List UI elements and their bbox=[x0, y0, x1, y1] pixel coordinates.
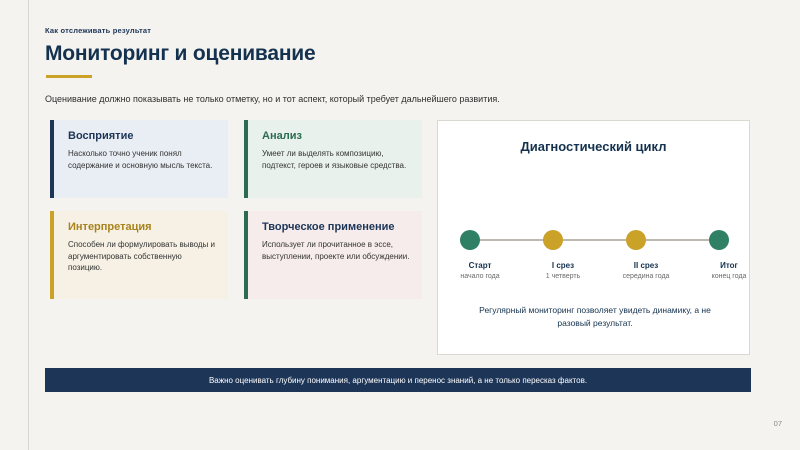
diagnostic-cycle-panel bbox=[437, 120, 750, 355]
diagnostic-timeline bbox=[460, 239, 747, 280]
card-interpretation-title: Интерпретация bbox=[68, 221, 152, 233]
slide-eyebrow: Как отслеживать результат bbox=[45, 26, 152, 35]
card-creative-text: Использует ли прочитанное в эссе, выступлении, проекте или обсуждении. bbox=[262, 240, 410, 261]
card-analysis-text: Умеет ли выделять композицию, подтекст, героев и языковые средства. bbox=[262, 149, 407, 170]
card-creative-application bbox=[244, 211, 422, 299]
timeline-node-2 bbox=[543, 230, 563, 250]
left-margin-rule bbox=[28, 0, 29, 450]
timeline-node-3 bbox=[626, 230, 646, 250]
card-perception-text: Насколько точно ученик понял содержание и основную мысль текста. bbox=[68, 149, 213, 170]
card-creative-title: Творческое применение bbox=[262, 221, 395, 233]
slide-subtitle: Оценивание должно показывать не только отметку, но и тот аспект, который требует дальнейшего развития. bbox=[45, 94, 500, 104]
timeline-node-4 bbox=[709, 230, 729, 250]
card-analysis bbox=[244, 120, 422, 198]
footer-banner: Важно оценивать глубину понимания, аргументацию и перенос знаний, а не только пересказ фактов. bbox=[45, 368, 751, 392]
timeline-node-1 bbox=[460, 230, 480, 250]
card-perception-title: Восприятие bbox=[68, 130, 134, 142]
timeline-node-2-sub: 1 четверть bbox=[545, 273, 581, 280]
card-perception bbox=[50, 120, 228, 198]
timeline-node-1-sub: начало года bbox=[460, 273, 500, 280]
timeline-node-1-label: Старт bbox=[468, 261, 492, 270]
timeline-node-3-label: II срез bbox=[633, 261, 659, 270]
card-interpretation bbox=[50, 211, 228, 299]
title-underline bbox=[46, 75, 92, 78]
timeline-node-4-sub: конец года bbox=[711, 273, 747, 280]
timeline-node-4-label: Итог bbox=[720, 261, 738, 270]
timeline-node-3-sub: середина года bbox=[622, 273, 670, 280]
card-analysis-title: Анализ bbox=[262, 130, 302, 142]
timeline-node-2-label: I срез bbox=[551, 261, 575, 270]
page-title: Мониторинг и оценивание bbox=[45, 42, 316, 65]
card-interpretation-text: Способен ли формулировать выводы и аргументировать собственную позицию. bbox=[68, 240, 215, 273]
diagnostic-cycle-note: Регулярный мониторинг позволяет увидеть динамику, а не разовый результат. bbox=[479, 305, 711, 328]
page-number: 07 bbox=[773, 419, 782, 428]
diagnostic-cycle-title: Диагностический цикл bbox=[520, 139, 667, 154]
